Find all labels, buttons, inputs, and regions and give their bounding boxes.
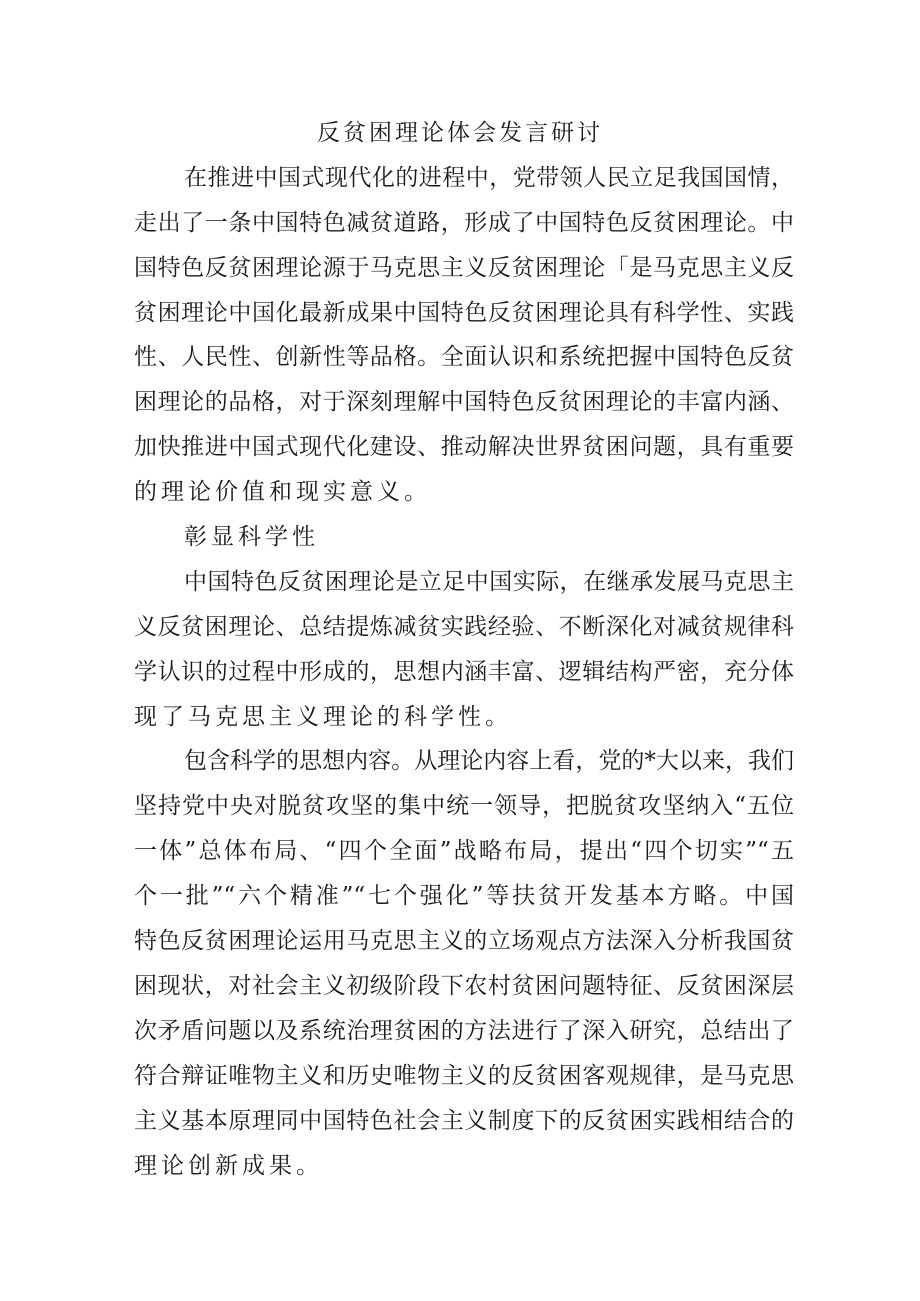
paragraph-3-line-1: 包含科学的思想内容。从理论内容上看，党的*大以来，我们 [184, 748, 794, 774]
paragraph-3-line-7: 次矛盾问题以及系统治理贫困的方法进行了深入研究，总结出了 [134, 1018, 794, 1044]
paragraph-1-line-4: 贫困理论中国化最新成果中国特色反贫困理论具有科学性、实践 [134, 300, 794, 326]
paragraph-1-line-5: 性、人民性、创新性等品格。全面认识和系统把握中国特色反贫 [134, 344, 794, 370]
paragraph-1-line-2: 走出了一条中国特色减贫道路，形成了中国特色反贫困理论。中 [134, 210, 794, 236]
paragraph-3-line-3: 一体”总体布局、“四个全面”战略布局，提出“四个切实”“五 [134, 838, 794, 864]
paragraph-3-line-4: 个一批”“六个精准”“七个强化”等扶贫开发基本方略。中国 [134, 883, 794, 909]
paragraph-3-line-9: 主义基本原理同中国特色社会主义制度下的反贫困实践相结合的 [134, 1108, 794, 1134]
paragraph-3-line-8: 符合辩证唯物主义和历史唯物主义的反贫困客观规律，是马克思 [134, 1063, 794, 1089]
paragraph-2-line-1: 中国特色反贫困理论是立足中国实际，在继承发展马克思主 [184, 569, 794, 595]
paragraph-2-line-4: 现了马克思主义理论的科学性。 [134, 704, 512, 730]
paragraph-3-line-2: 坚持党中央对脱贫攻坚的集中统一领导，把脱贫攻坚纳入“五位 [134, 793, 794, 819]
section-heading-scientific: 彰显科学性 [184, 524, 319, 550]
paragraph-3-line-5: 特色反贫困理论运用马克思主义的立场观点方法深入分析我国贫 [134, 928, 794, 954]
paragraph-1-line-7: 加快推进中国式现代化建设、推动解决世界贫困问题，具有重要 [134, 434, 794, 460]
paragraph-3-line-6: 困现状，对社会主义初级阶段下农村贫困问题特征、反贫困深层 [134, 973, 794, 999]
paragraph-1-line-3: 国特色反贫困理论源于马克思主义反贫困理论「是马克思主义反 [134, 255, 794, 281]
paragraph-1-line-1: 在推进中国式现代化的进程中，党带领人民立足我国国情， [184, 165, 794, 191]
paragraph-2-line-2: 义反贫困理论、总结提炼减贫实践经验、不断深化对减贫规律科 [134, 614, 794, 640]
document-title: 反贫困理论体会发言研讨 [317, 120, 603, 146]
paragraph-2-line-3: 学认识的过程中形成的，思想内涵丰富、逻辑结构严密，充分体 [134, 659, 794, 685]
paragraph-3-line-10: 理论创新成果。 [134, 1153, 323, 1179]
paragraph-1-line-6: 困理论的品格，对于深刻理解中国特色反贫困理论的丰富内涵、 [134, 389, 794, 415]
paragraph-1-line-8: 的理论价值和现实意义。 [134, 479, 431, 505]
